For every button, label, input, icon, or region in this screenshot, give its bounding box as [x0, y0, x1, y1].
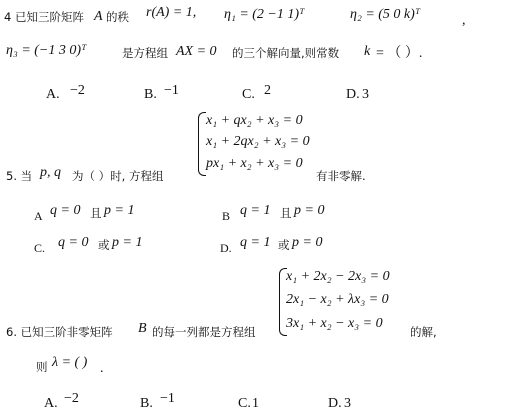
q6-lambda-blank: λ = ( ): [52, 355, 88, 370]
q4-rank-equation: r(A) = 1,: [146, 5, 197, 20]
q5-option-c-q: q = 0: [58, 235, 89, 250]
q5-when-text: 5. 当: [6, 169, 33, 183]
q5-option-d-or: 或: [278, 238, 290, 252]
q6-then-text: 则: [36, 360, 48, 374]
q4-option-a-letter: A.: [46, 87, 60, 102]
q4-option-c-value: 2: [264, 83, 271, 98]
q4-option-b-value: −1: [164, 83, 179, 98]
q5-equation-1: x₁ + qx₂ + x₃ = 0: [206, 113, 303, 128]
q5-option-d-q: q = 1: [240, 235, 271, 250]
q4-intro-text: 4 已知三阶矩阵: [4, 10, 84, 24]
q6-option-d-letter: D.: [328, 396, 342, 411]
q4-system-equation: AX = 0: [176, 44, 217, 59]
q4-rank-label: 的秩: [106, 10, 129, 24]
q4-eta1-vector: η₁ = (2 −1 1)ᵀ: [224, 7, 305, 22]
q4-option-d-letter: D.: [346, 87, 360, 102]
q5-option-b-q: q = 1: [240, 203, 271, 218]
q4-option-c-letter: C.: [242, 87, 255, 102]
q4-solutions-text: 的三个解向量,则常数: [232, 46, 340, 60]
q6-matrix-symbol: B: [138, 321, 147, 336]
q4-option-d-value: 3: [362, 87, 369, 102]
q5-option-a-letter: A: [34, 209, 43, 223]
q4-eta2-vector: η₂ = (5 0 k)ᵀ: [350, 7, 421, 22]
q5-equation-3: px₁ + x₂ + x₃ = 0: [206, 156, 303, 171]
q6-intro-text: 6. 已知三阶非零矩阵: [6, 325, 113, 339]
q5-option-b-and: 且: [280, 206, 292, 220]
q4-option-b-letter: B.: [144, 87, 157, 102]
q5-equation-2: x₁ + 2qx₂ + x₃ = 0: [206, 134, 310, 149]
q5-option-d-letter: D.: [220, 241, 232, 255]
q6-option-a-letter: A.: [44, 396, 58, 411]
q5-option-a-and: 且: [90, 206, 102, 220]
q6-equation-1: x₁ + 2x₂ − 2x₃ = 0: [286, 269, 390, 284]
q5-option-a-q: q = 0: [50, 203, 81, 218]
q5-option-c-letter: C.: [34, 241, 46, 255]
q5-option-a-p: p = 1: [104, 203, 135, 218]
q5-condition-text: 为（ ）时, 方程组: [72, 169, 164, 183]
q4-blank: = （ ）.: [376, 46, 423, 61]
q6-period: .: [100, 361, 104, 376]
q6-equation-3: 3x₁ + x₂ − x₃ = 0: [286, 316, 383, 331]
q4-eta3-vector: η₃ = (−1 3 0)ᵀ: [6, 43, 87, 58]
q4-comma: ,: [462, 13, 466, 28]
q4-k-symbol: k: [364, 44, 371, 59]
q4-matrix-symbol: A: [94, 9, 103, 24]
q4-is-system-text: 是方程组: [122, 46, 168, 60]
q6-option-c-value: 1: [252, 396, 259, 411]
q5-option-b-p: p = 0: [294, 203, 325, 218]
q6-option-c-letter: C.: [238, 396, 251, 411]
q5-system-brace: [198, 112, 206, 176]
q5-option-b-letter: B: [222, 209, 231, 223]
q6-option-a-value: −2: [64, 391, 79, 406]
q6-equation-2: 2x₁ − x₂ + λx₃ = 0: [286, 292, 389, 307]
q4-option-a-value: −2: [70, 83, 85, 98]
q5-option-c-p: p = 1: [112, 235, 143, 250]
q5-nonzero-text: 有非零解.: [316, 169, 366, 183]
q5-option-c-or: 或: [98, 238, 110, 252]
q6-option-d-value: 3: [344, 396, 351, 411]
q6-column-text: 的每一列都是方程组: [152, 325, 256, 339]
q6-option-b-letter: B.: [140, 396, 153, 411]
q6-option-b-value: −1: [160, 391, 175, 406]
q5-option-d-p: p = 0: [292, 235, 323, 250]
q6-solution-text: 的解,: [410, 325, 437, 339]
q5-pq-symbols: p, q: [40, 165, 61, 180]
